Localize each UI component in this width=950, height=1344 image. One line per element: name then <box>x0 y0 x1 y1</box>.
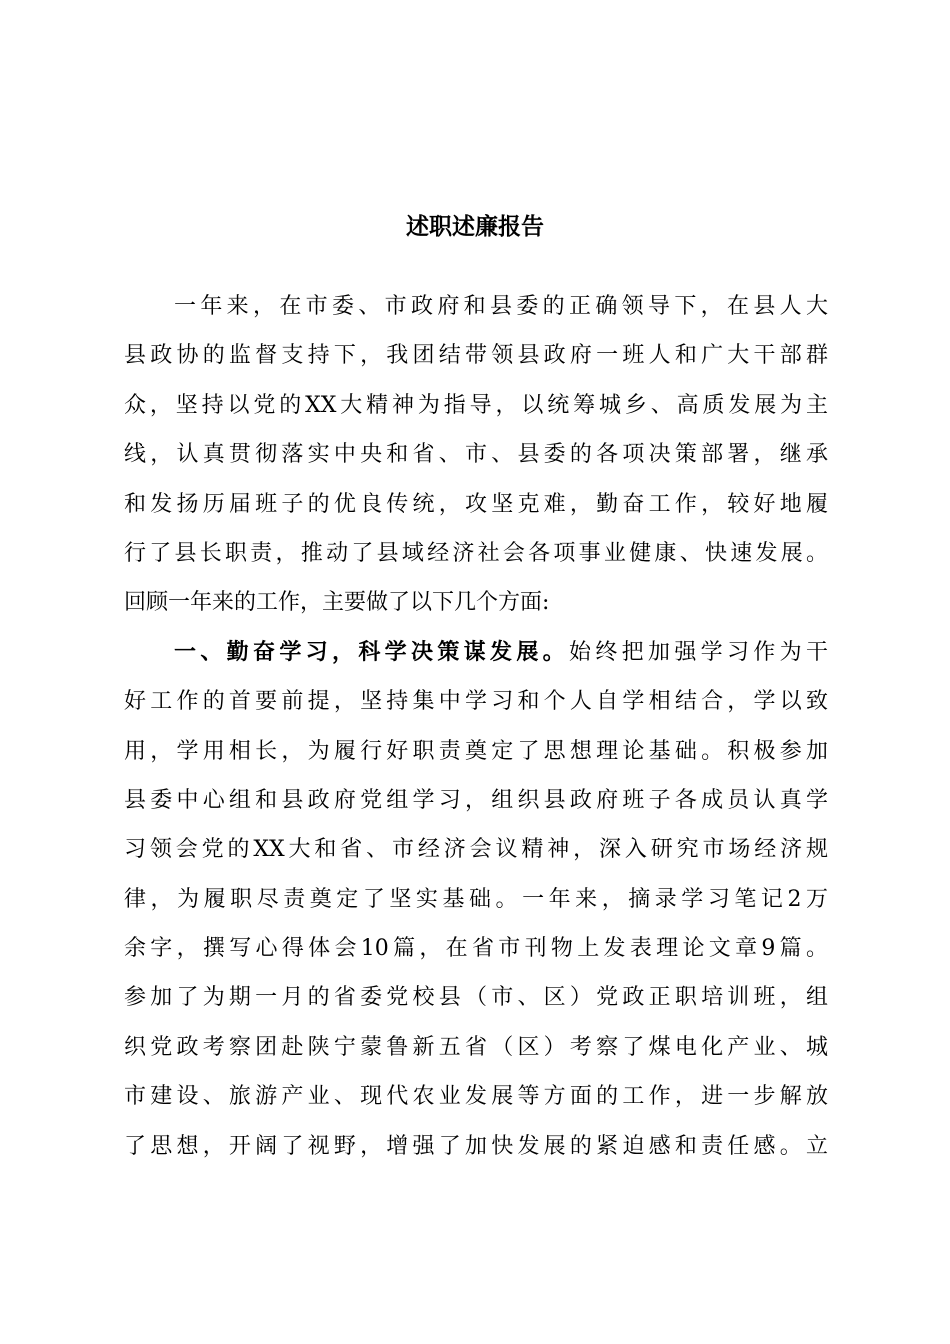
document-title: 述职述廉报告 <box>406 213 544 240</box>
paragraph-line: 市建设、旅游产业、现代农业发展等方面的工作，进一步解放 <box>124 1084 828 1110</box>
paragraph-line: 一年来，在市委、市政府和县委的正确领导下，在县人大 <box>174 294 828 319</box>
paragraph-line: 好工作的首要前提，坚持集中学习和个人自学相结合，学以致 <box>124 689 828 715</box>
paragraph-line: 线，认真贯彻落实中央和省、市、县委的各项决策部署，继承 <box>124 442 828 468</box>
paragraph-line: 余字，撰写心得体会10篇，在省市刊物上发表理论文章9篇。 <box>124 936 828 962</box>
section-heading-text: 始终把加强学习作为干 <box>568 639 828 665</box>
paragraph-line: 织党政考察团赴陕宁蒙鲁新五省（区）考察了煤电化产业、城 <box>124 1034 828 1060</box>
paragraph-line: 用，学用相长，为履行好职责奠定了思想理论基础。积极参加 <box>124 738 828 764</box>
paragraph-line: 众，坚持以党的XX大精神为指导，以统筹城乡、高质发展为主 <box>124 392 828 418</box>
document-body <box>124 282 828 1171</box>
paragraph-line: 行了县长职责，推动了县域经济社会各项事业健康、快速发展。 <box>124 540 828 566</box>
paragraph-line: 习领会党的XX大和省、市经济会议精神，深入研究市场经济规 <box>124 837 828 863</box>
paragraph-line: 回顾一年来的工作，主要做了以下几个方面: <box>124 590 550 616</box>
paragraph-line: 了思想，开阔了视野，增强了加快发展的紧迫感和责任感。立 <box>124 1133 828 1159</box>
paragraph-line: 和发扬历届班子的优良传统，攻坚克难，勤奋工作，较好地履 <box>124 491 828 517</box>
paragraph-line: 县政协的监督支持下，我团结带领县政府一班人和广大干部群 <box>124 343 828 369</box>
section-heading-line <box>124 628 828 677</box>
paragraph-line: 县委中心组和县政府党组学习，组织县政府班子各成员认真学 <box>124 787 828 813</box>
paragraph-line: 参加了为期一月的省委党校县（市、区）党政正职培训班，组 <box>124 985 828 1011</box>
paragraph-line: 律，为履职尽责奠定了坚实基础。一年来，摘录学习笔记2万 <box>124 886 828 912</box>
section-heading: 一、勤奋学习，科学决策谋发展。 <box>174 638 569 665</box>
